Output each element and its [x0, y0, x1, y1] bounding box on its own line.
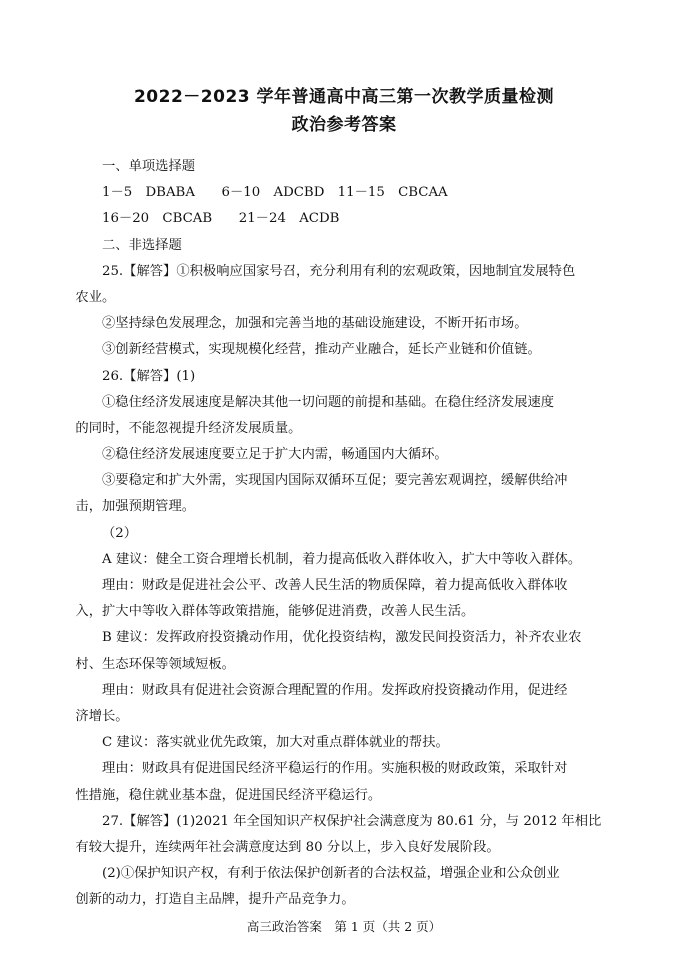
q26-c-suggestion: C 建议：落实就业优先政策，加大对重点群体就业的帮扶。	[102, 735, 449, 751]
q26-c-reason-line-1: 理由：财政具有促进国民经济平稳运行的作用。实施积极的财政政策，采取针对	[102, 761, 568, 777]
page-title: 2022－2023 学年普通高中高三第一次教学质量检测	[133, 87, 555, 107]
q26-a-reason-line-1: 理由：财政是促进社会公平、改善人民生活的物质保障，着力提高低收入群体收	[102, 578, 568, 593]
q26-b-suggestion-line-1: B 建议：发挥政府投资撬动作用，优化投资结构，激发民间投资活力，补齐农业农	[102, 630, 582, 646]
q27-part-2-line-1: (2)①保护知识产权，有利于依法保护创新者的合法权益，增强企业和公众创业	[102, 866, 560, 882]
q26-c-reason-line-2: 性措施，稳住就业基本盘，促进国民经济平稳运行。	[75, 787, 382, 803]
answer-content	[76, 154, 606, 913]
q26-b-reason-line-1: 理由：财政具有促进社会资源合理配置的作用。发挥政府投资撬动作用，促进经	[102, 682, 568, 698]
q25-line-1: 25.【解答】①积极响应国家号召，充分利用有利的宏观政策，因地制宜发展特色	[102, 263, 576, 279]
q26-a-reason-line-2: 入，扩大中等收入群体等政策措施，能够促进消费，改善人民生活。	[75, 604, 475, 620]
q26-point-3-line-1: ③要稳定和扩大外需，实现国内国际双循环互促；要完善宏观调控，缓解供给冲	[102, 473, 568, 489]
q27-part-1-line-1: 27.【解答】(1)2021 年全国知识产权保护社会满意度为 80.61 分，与 2012 年相比	[102, 813, 602, 829]
page-footer: 高三政治答案 第 1 页（共 2 页）	[246, 919, 442, 934]
q26-point-2: ②稳住经济发展速度要立足于扩大内需，畅通国内大循环。	[102, 447, 448, 463]
choice-answers-row-2: 16－20 CBCAB 21－24 ACDB	[102, 211, 340, 227]
q27-part-2-line-2: 创新的动力，打造自主品牌，提升产品竞争力。	[75, 892, 355, 908]
q27-part-1-line-2: 有较大提升，连续两年社会满意度达到 80 分以上，步入良好发展阶段。	[75, 839, 500, 855]
q26-point-3-line-2: 击，加强预期管理。	[75, 499, 196, 515]
section-heading-nonchoice: 二、非选择题	[102, 237, 182, 253]
section-heading-choice: 一、单项选择题	[102, 159, 196, 174]
q26-heading: 26.【解答】(1)	[102, 368, 196, 384]
q26-b-reason-line-2: 济增长。	[75, 708, 129, 724]
q26-part-2-heading: （2）	[102, 525, 138, 541]
q26-a-suggestion: A 建议：健全工资合理增长机制，着力提高低收入群体收入，扩大中等收入群体。	[102, 551, 582, 567]
choice-answers-row-1: 1－5 DBABA 6－10 ADCBD 11－15 CBCAA	[102, 185, 448, 201]
page-subtitle: 政治参考答案	[291, 115, 397, 135]
q26-point-1-line-2: 的同时，不能忽视提升经济发展质量。	[75, 420, 302, 436]
q26-b-suggestion-line-2: 村、生态环保等领域短板。	[75, 656, 235, 672]
q26-point-1-line-1: ①稳住经济发展速度是解决其他一切问题的前提和基础。在稳住经济发展速度	[102, 394, 555, 410]
q25-line-2: 农业。	[75, 289, 116, 305]
q25-point-2: ②坚持绿色发展理念，加强和完善当地的基础设施建设，不断开拓市场。	[102, 316, 528, 332]
q25-point-3: ③创新经营模式，实现规模化经营，推动产业融合，延长产业链和价值链。	[102, 342, 541, 358]
